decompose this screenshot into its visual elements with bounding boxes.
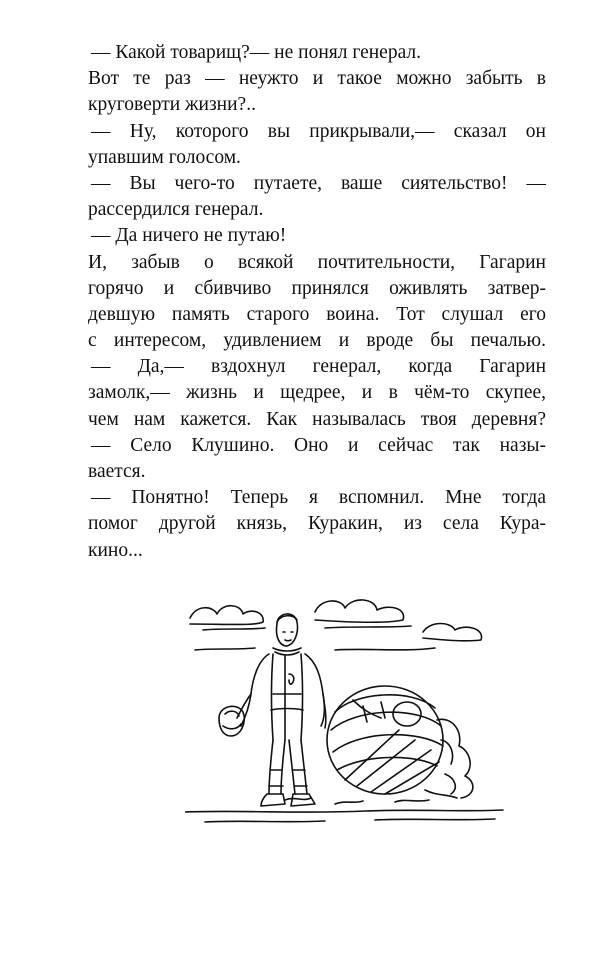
text-line: вается. xyxy=(88,461,146,482)
text-line: — Село Клушино. Оно и сейчас так назы- xyxy=(91,434,546,456)
capsule-drawing xyxy=(327,686,473,798)
text-line: — Ну, которого вы прикрывали,— сказал он xyxy=(91,120,546,142)
ground-drawing xyxy=(185,798,503,822)
text-line: помог другой князь, Куракин, из села Кура- xyxy=(88,513,546,535)
text-line: — Да,— вздохнул генерал, когда Гагарин xyxy=(91,356,546,378)
cosmonaut-illustration xyxy=(185,590,505,830)
text-line: — Вы чего-то путаете, ваше сиятельство! — xyxy=(91,172,546,194)
text-line: круговерти жизни?.. xyxy=(88,94,256,116)
clouds-drawing xyxy=(190,600,482,650)
text-line: Вот те раз — неужто и такое можно забыть в xyxy=(88,68,546,90)
text-line: рассердился генерал. xyxy=(88,199,264,221)
text-line: девшую память старого воина. Тот слушал его xyxy=(88,303,546,325)
text-line: кино... xyxy=(88,539,143,561)
text-line: И, забыв о всякой почтительности, Гагарин xyxy=(88,251,546,273)
text-line: — Да ничего не путаю! xyxy=(91,225,287,247)
text-line: чем нам кажется. Как называлась твоя деревня? xyxy=(88,408,546,430)
text-line: замолк,— жизнь и щедрее, и в чём-то скупее, xyxy=(88,382,546,404)
body-text xyxy=(88,40,546,564)
text-line: — Какой товарищ?— не понял генерал. xyxy=(91,42,422,63)
text-line: упавшим голосом. xyxy=(88,146,241,168)
text-line: с интересом, удивлением и вроде бы печалью. xyxy=(88,330,546,352)
cosmonaut-figure xyxy=(219,614,326,806)
text-line: горячо и сбивчиво принялся оживлять затвер- xyxy=(88,277,546,299)
text-line: — Понятно! Теперь я вспомнил. Мне тогда xyxy=(91,487,546,509)
